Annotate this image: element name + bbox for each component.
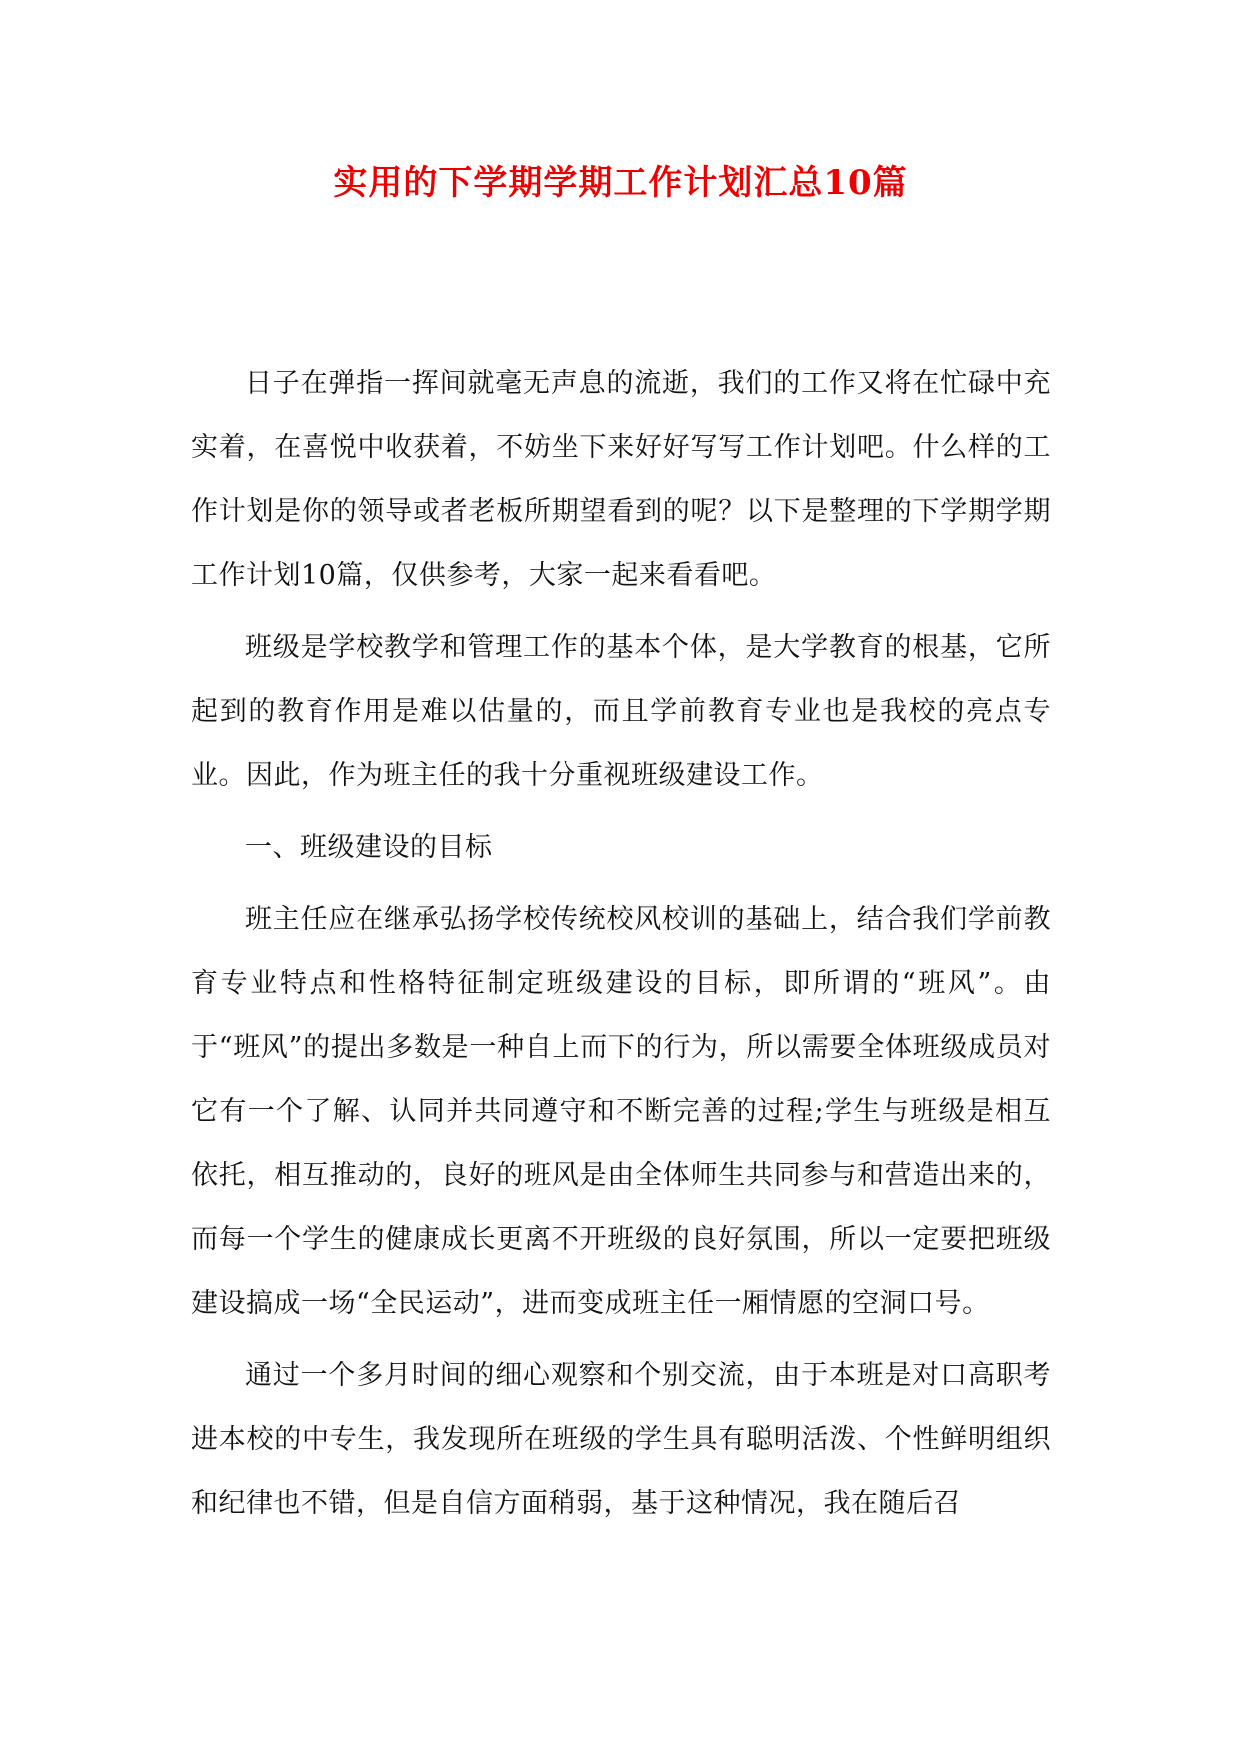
document-body — [191, 352, 1051, 1544]
paragraph-class-style: 班主任应在继承弘扬学校传统校风校训的基础上，结合我们学前教育专业特点和性格特征制定班级建设的目标，即所谓的“班风”。由于“班风”的提出多数是一种自上而下的行为，所以需要全体班级成员对它有一个了解、认同并共同遵守和不断完善的过程;学生与班级是相互依托，相互推动的，良好的班风是由全体师生共同参与和营造出来的，而每一个学生的健康成长更离不开班级的良好氛围，所以一定要把班级建设搞成一场“全民运动”，进而变成班主任一厢情愿的空洞口号。 — [191, 904, 1051, 1319]
document-title: 实用的下学期学期工作计划汇总10篇 — [333, 163, 908, 203]
paragraph-intro: 日子在弹指一挥间就毫无声息的流逝，我们的工作又将在忙碌中充实着，在喜悦中收获着，不妨坐下来好好写写工作计划吧。什么样的工作计划是你的领导或者老板所期望看到的呢？以下是整理的下学期学期工作计划10篇，仅供参考，大家一起来看看吧。 — [191, 368, 1051, 591]
paragraph-observation: 通过一个多月时间的细心观察和个别交流，由于本班是对口高职考进本校的中专生，我发现所在班级的学生具有聪明活泼、个性鲜明组织和纪律也不错，但是自信方面稍弱，基于这种情况，我在随后召 — [191, 1360, 1051, 1519]
section-heading-goals: 一、班级建设的目标 — [245, 832, 493, 863]
paragraph-class-importance: 班级是学校教学和管理工作的基本个体，是大学教育的根基，它所起到的教育作用是难以估量的，而且学前教育专业也是我校的亮点专业。因此，作为班主任的我十分重视班级建设工作。 — [191, 632, 1051, 791]
